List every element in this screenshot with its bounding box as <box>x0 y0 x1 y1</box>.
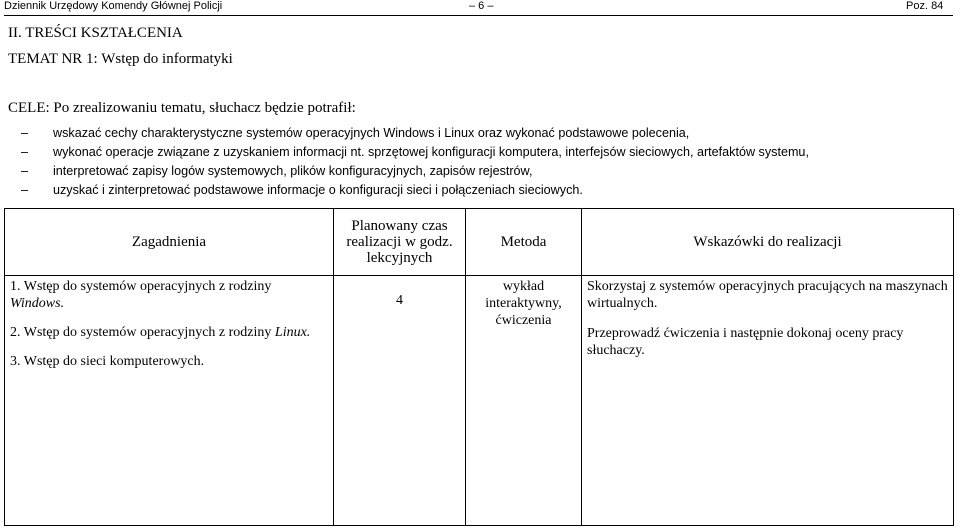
goal-item <box>8 124 953 143</box>
goal-text: wskazać cechy charakterystyczne systemów operacyjnych Windows i Linux oraz wykonać podstawowe polecenia, <box>53 126 690 140</box>
goal-text: interpretować zapisy logów systemowych, plików konfiguracyjnych, zapisów rejestrów, <box>53 164 533 178</box>
topic-os-name: Windows. <box>10 296 65 311</box>
topic-text: Wstęp do systemów operacyjnych z rodziny <box>23 325 272 340</box>
topic-text: Wstęp do sieci komputerowych. <box>23 354 205 369</box>
topic-number: 3. <box>10 354 21 369</box>
page-number: – 6 – <box>469 0 494 12</box>
position-number: Poz. 84 <box>906 0 944 12</box>
topic-item <box>10 353 328 370</box>
topic-item <box>10 278 328 312</box>
goal-item <box>8 162 953 181</box>
column-header-topics: Zagadnienia <box>5 209 334 276</box>
dash-bullet: – <box>21 164 29 178</box>
goal-text: wykonać operacje związane z uzyskaniem informacji nt. sprzętowej konfiguracji komputera, interfejsów sieciowych, artefaktów systemu, <box>53 145 809 159</box>
hours-cell <box>334 276 466 526</box>
page-header <box>0 0 960 14</box>
topic-text: Wstęp do systemów operacyjnych z rodziny <box>23 279 272 294</box>
topic-number: 2. <box>10 325 21 340</box>
column-header-guidelines: Wskazówki do realizacji <box>582 209 954 276</box>
publication-name: Dziennik Urzędowy Komendy Głównej Policji <box>4 0 223 12</box>
method-text: wykład interaktywny, ćwiczenia <box>485 279 562 328</box>
topic-item <box>10 324 328 341</box>
goal-item <box>8 181 953 200</box>
guideline-item: Przeprowadź ćwiczenia i następnie dokonaj oceny pracy słuchaczy. <box>587 326 904 358</box>
goal-text: uzyskać i zinterpretować podstawowe informacje o konfiguracji sieci i połączeniach sieciowych. <box>53 183 583 197</box>
table-header-row <box>5 209 954 276</box>
guidelines-cell <box>582 276 954 526</box>
dash-bullet: – <box>21 145 29 159</box>
topic-number: 1. <box>10 279 21 294</box>
table-row <box>5 276 954 526</box>
guideline-item: Skorzystaj z systemów operacyjnych pracujących na maszynach wirtualnych. <box>587 279 948 311</box>
section-title: II. TREŚCI KSZTAŁCENIA <box>8 25 183 41</box>
topic-title: TEMAT NR 1: Wstęp do informatyki <box>8 51 233 67</box>
column-header-hours: Planowany czas realizacji w godz. lekcyjnych <box>334 209 466 276</box>
method-cell <box>466 276 582 526</box>
goals-list <box>8 124 953 200</box>
dash-bullet: – <box>21 126 29 140</box>
goal-item <box>8 143 953 162</box>
hours-value: 4 <box>396 293 403 308</box>
goals-intro: CELE: Po zrealizowaniu tematu, słuchacz będzie potrafił: <box>8 100 356 116</box>
header-rule <box>4 15 953 16</box>
curriculum-table <box>4 208 954 526</box>
dash-bullet: – <box>21 183 29 197</box>
topic-os-name: Linux. <box>274 325 311 340</box>
column-header-method: Metoda <box>466 209 582 276</box>
topics-cell <box>5 276 334 526</box>
